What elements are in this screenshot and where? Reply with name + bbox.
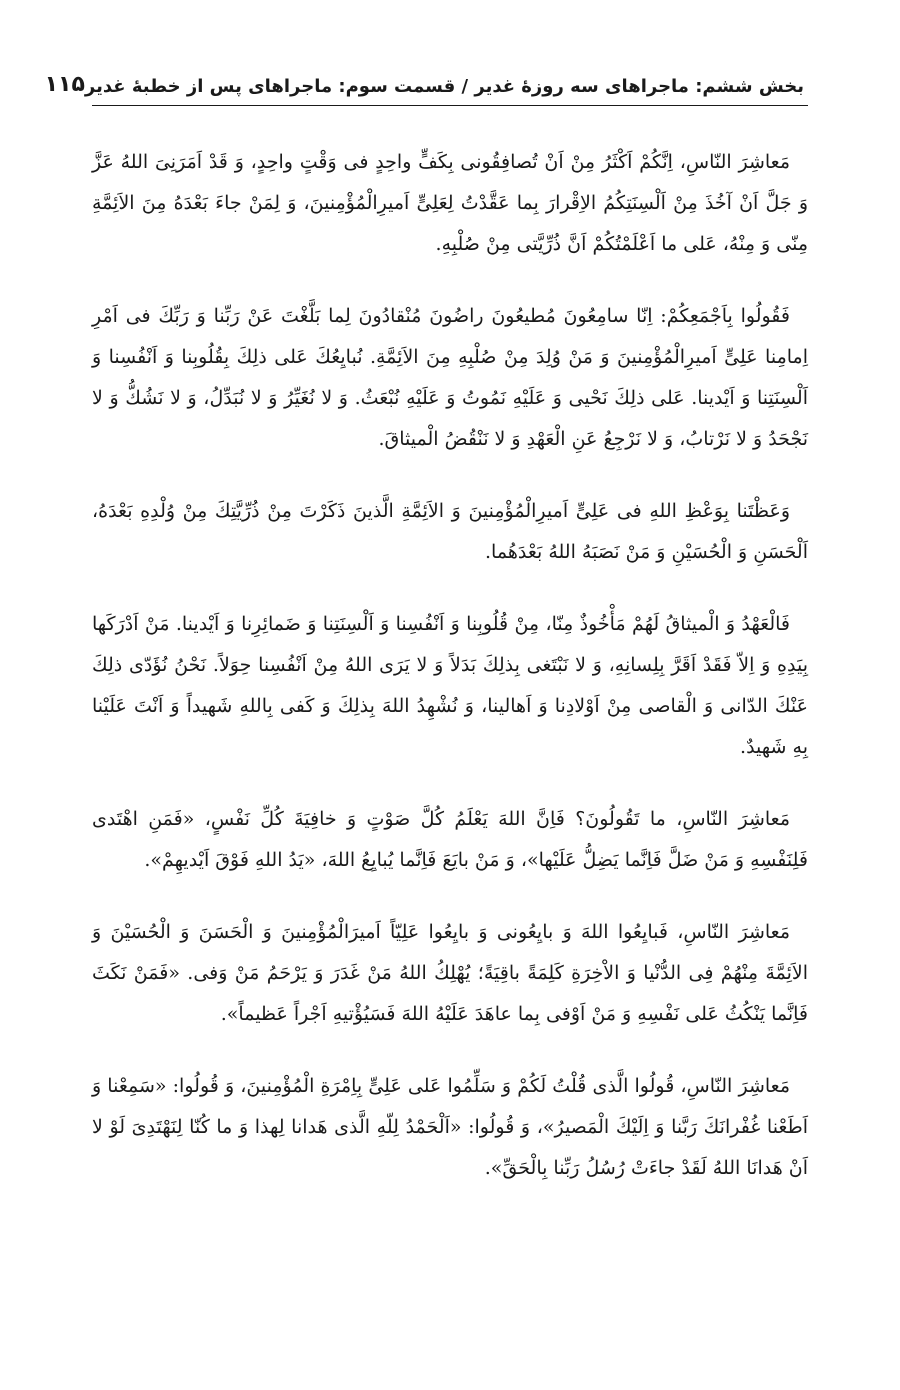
book-page <box>44 62 809 1220</box>
paragraph-1: مَعاشِرَ النّاسِ، اِنَّكُمْ اَكْثَرُ مِنْ اَنْ تُصافِقُونی بِكَفٍّ واحِدٍ فی وَقْتٍ واحِدٍ، وَ قَدْ اَمَرَنِیَ اللهُ عَزَّ وَ جَلَّ اَنْ آخُذَ مِنْ اَلْسِنَتِكُمُ الاِقْرارَ بِما عَقَّدْتُ لِعَلِیٍّ اَمیرِالْمُؤْمِنینَ، وَ لِمَنْ جاءَ بَعْدَهُ مِنَ الاَئِمَّةِ مِنّی وَ مِنْهُ، عَلی ما اَعْلَمْتُكُمْ اَنَّ ذُرِّیَّتی مِنْ صُلْبِهِ. <box>92 151 808 255</box>
paragraph-6: مَعاشِرَ النّاسِ، فَبایِعُوا اللهَ وَ بایِعُونی وَ بایِعُوا عَلِیّاً اَمیرَالْمُؤْمِنینَ وَ الْحَسَنَ وَ الْحُسَیْنَ وَ الاَئِمَّةَ مِنْهُمْ فِی الدُّنْیا وَ الاْخِرَةِ كَلِمَةً باقِیَةً؛ یُهْلِكُ اللهُ مَنْ غَدَرَ وَ یَرْحَمُ مَنْ وَفی. «فَمَنْ نَكَثَ فَاِنَّما یَنْكُثُ عَلی نَفْسِهِ وَ مَنْ اَوْفی بِما عاهَدَ عَلَیْهُ اللهَ فَسَیُؤْتیهِ اَجْراً عَظیماً». <box>92 921 808 1025</box>
paragraph-4: فَالْعَهْدُ وَ الْمیثاقُ لَهُمْ مَأْخُوذٌ مِنّا، مِنْ قُلُوبِنا وَ اَنْفُسِنا وَ اَلْسِنَتِنا وَ ضَمائِرِنا وَ اَیْدینا. مَنْ اَدْرَكَها بِیَدِهِ وَ اِلاّ فَقَدْ اَقَرَّ بِلِسانِهِ، وَ لا نَبْتَغی بِذلِكَ بَدَلاً وَ لا یَرَی اللهُ مِنْ اَنْفُسِنا حِوَلاً. نَحْنُ نُؤَدّی ذلِكَ عَنْكَ الدّانی وَ الْقاصی مِنْ اَوْلادِنا وَ اَهالینا، وَ نُشْهِدُ اللهَ بِذلِكَ وَ كَفی بِاللهِ شَهیداً وَ اَنْتَ عَلَیْنا بِهِ شَهیدٌ. <box>92 613 809 758</box>
running-header <box>44 62 808 106</box>
page-number: ۱۱۵ <box>44 72 85 97</box>
paragraph-5: مَعاشِرَ النّاسِ، ما تَقُولُونَ؟ فَاِنَّ اللهَ یَعْلَمُ كُلَّ صَوْتٍ وَ خافِیَةَ كُلِّ نَفْسٍ، «فَمَنِ اهْتَدی فَلِنَفْسِهِ وَ مَنْ ضَلَّ فَاِنَّما یَضِلُّ عَلَیْها»، وَ مَنْ بایَعَ فَاِنَّما یُبایِعُ اللهَ، «یَدُ اللهِ فَوْقَ اَیْدیهِمْ». <box>92 808 808 871</box>
paragraph-3: وَعَظْتَنا بِوَعْظِ اللهِ فی عَلِیٍّ اَمیرِالْمُؤْمِنینَ وَ الاَئِمَّةِ الَّذینَ ذَكَرْتَ مِنْ ذُرِّیَّتِكَ مِنْ وُلْدِهِ بَعْدَهُ، اَلْحَسَنِ وَ الْحُسَیْنِ وَ مَنْ نَصَبَهُ اللهُ بَعْدَهُما. <box>92 500 808 563</box>
paragraph-2: فَقُولُوا بِاَجْمَعِكُمْ: اِنّا سامِعُونَ مُطیعُونَ راضُونَ مُنْقادُونَ لِما بَلَّغْتَ عَنْ رَبِّنا وَ رَبِّكَ فی اَمْرِ اِمامِنا عَلِیٍّ اَمیرِالْمُؤْمِنینَ وَ مَنْ وُلِدَ مِنْ صُلْبِهِ مِنَ الاَئِمَّةِ. نُبایِعُكَ عَلی ذلِكَ بِقُلُوبِنا وَ اَنْفُسِنا وَ اَلْسِنَتِنا وَ اَیْدینا. عَلی ذلِكَ نَحْیی وَ عَلَیْهِ نَمُوتُ وَ عَلَیْهِ نُبْعَثُ. وَ لا نُغَیِّرُ وَ لا نُبَدِّلُ، وَ لا نَشُكُّ وَ لا نَجْحَدُ وَ لا نَرْتابُ، وَ لا نَرْجِعُ عَنِ الْعَهْدِ وَ لا نَنْقُضُ الْمیثاقَ. <box>92 305 808 450</box>
page-body <box>92 142 808 1189</box>
paragraph-7: مَعاشِرَ النّاسِ، قُولُوا الَّذی قُلْتُ لَكُمْ وَ سَلِّمُوا عَلی عَلِیٍّ بِاِمْرَةِ الْمُؤْمِنینَ، وَ قُولُوا: «سَمِعْنا وَ اَطَعْنا غُفْرانَكَ رَبَّنا وَ اِلَیْكَ الْمَصیرُ»، وَ قُولُوا: «اَلْحَمْدُ لِلّهِ الَّذی هَدانا لِهذا وَ ما كُنّا لِنَهْتَدِیَ لَوْ لا اَنْ هَدانَا اللهُ لَقَدْ جاءَتْ رُسُلُ رَبِّنا بِالْحَقِّ». <box>92 1075 808 1179</box>
header-title: بخش ششم: ماجراهای سه روزهٔ غدیر / قسمت سوم: ماجراهای پس از خطبهٔ غدیر <box>84 76 804 97</box>
